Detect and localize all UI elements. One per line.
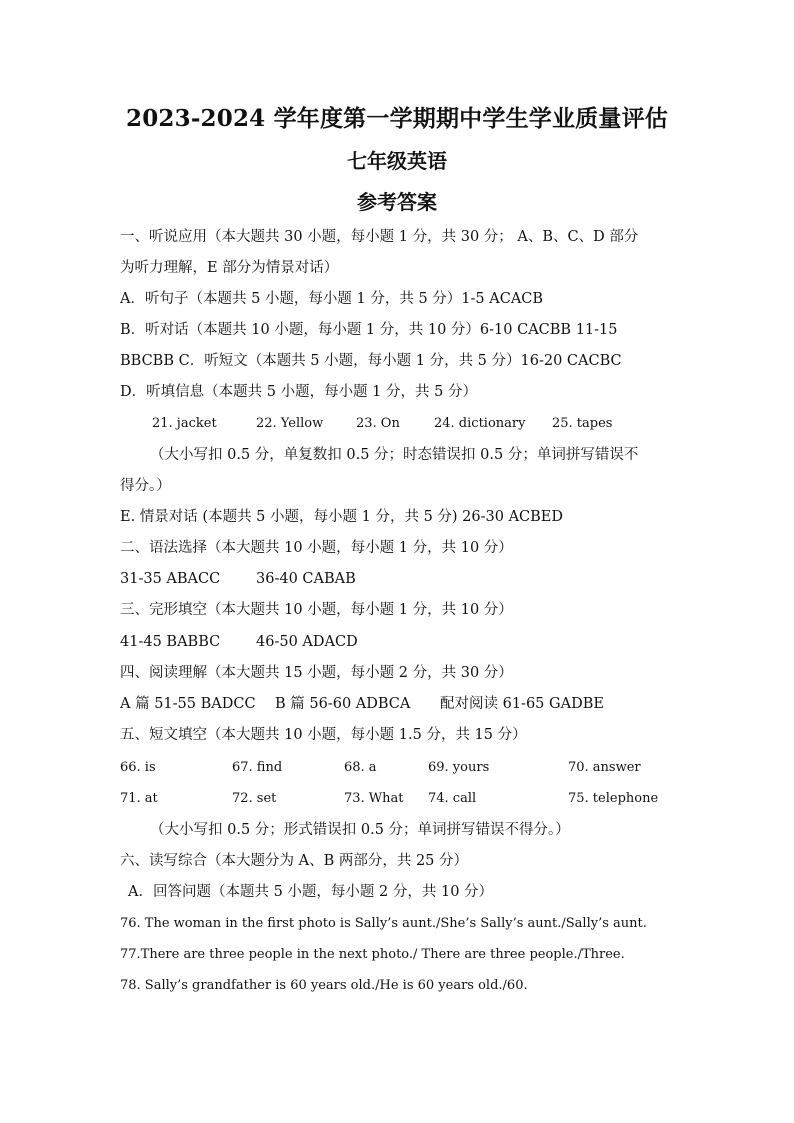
section-2-answers-2: 36-40 CABAB	[256, 571, 356, 587]
section-4-answers-match: 配对阅读 61-65 GADBE	[440, 696, 604, 712]
answer-67: 67. find	[232, 760, 283, 775]
section-4-answers-a: A 篇 51-55 BADCC	[120, 696, 256, 712]
part-e-answers: E. 情景对话 (本题共 5 小题，每小题 1 分，共 5 分) 26-30 ACBED	[120, 509, 564, 525]
answer-23: 23. On	[356, 416, 400, 431]
section-3-answers-2: 46-50 ADACD	[256, 634, 358, 650]
answer-77: 77.There are three people in the next photo./ There are three people./Three.	[120, 947, 625, 962]
part-b-c-answers: BBCBB C．听短文（本题共 5 小题，每小题 1 分，共 5 分）16-20 CACBC	[120, 353, 622, 369]
answer-69: 69. yours	[428, 760, 490, 775]
part-d-note: （大小写扣 0.5 分，单复数扣 0.5 分；时态错误扣 0.5 分；单词拼写错误不	[150, 447, 639, 463]
section-6-heading: 六、读写综合（本大题分为 A、B 两部分，共 25 分）	[120, 853, 469, 869]
part-b-answers: B．听对话（本题共 10 小题，每小题 1 分，共 10 分）6-10 CACBB 11-15	[120, 322, 618, 338]
answer-70: 70. answer	[568, 760, 641, 775]
doc-type-heading: 参考答案	[357, 190, 437, 214]
section-2-answers-1: 31-35 ABACC	[120, 571, 221, 587]
section-5-heading: 五、短文填空（本大题共 10 小题，每小题 1.5 分，共 15 分）	[120, 727, 527, 743]
section-4-answers-b: B 篇 56-60 ADBCA	[275, 696, 411, 712]
answer-73: 73. What	[344, 791, 404, 806]
section-3-heading: 三、完形填空（本大题共 10 小题，每小题 1 分，共 10 分）	[120, 602, 513, 618]
page-title: 2023-2024 学年度第一学期期中学生学业质量评估	[126, 105, 668, 132]
answer-24: 24. dictionary	[434, 416, 526, 431]
part-d-heading: D．听填信息（本题共 5 小题，每小题 1 分，共 5 分）	[120, 384, 477, 400]
section-2-heading: 二、语法选择（本大题共 10 小题，每小题 1 分，共 10 分）	[120, 540, 513, 556]
answer-76: 76. The woman in the first photo is Sally’s aunt./She’s Sally’s aunt./Sally’s aunt.	[120, 916, 647, 931]
section-1-heading: 一、听说应用（本大题共 30 小题，每小题 1 分，共 30 分； A、B、C、D 部分	[120, 229, 639, 245]
page-subtitle: 七年级英语	[347, 149, 447, 173]
section-4-heading: 四、阅读理解（本大题共 15 小题，每小题 2 分，共 30 分）	[120, 665, 513, 681]
answer-25: 25. tapes	[552, 416, 613, 431]
section-3-answers-1: 41-45 BABBC	[120, 634, 221, 650]
section-6-part-a-heading: A．回答问题（本题共 5 小题，每小题 2 分，共 10 分）	[128, 884, 494, 900]
section-5-note: （大小写扣 0.5 分；形式错误扣 0.5 分；单词拼写错误不得分。）	[150, 822, 570, 838]
answer-68: 68. a	[344, 760, 377, 775]
answer-66: 66. is	[120, 760, 156, 775]
answer-72: 72. set	[232, 791, 277, 806]
answer-71: 71. at	[120, 791, 158, 806]
answer-75: 75. telephone	[568, 791, 659, 806]
answer-78: 78. Sally’s grandfather is 60 years old./He is 60 years old./60.	[120, 978, 528, 993]
part-a-answers: A．听句子（本题共 5 小题，每小题 1 分，共 5 分）1-5 ACACB	[120, 291, 544, 307]
section-1-heading-cont: 为听力理解，E 部分为情景对话）	[120, 260, 339, 276]
answer-21: 21. jacket	[152, 416, 217, 431]
part-d-note-cont: 得分。）	[120, 478, 171, 494]
answer-22: 22. Yellow	[256, 416, 324, 431]
answer-74: 74. call	[428, 791, 477, 806]
